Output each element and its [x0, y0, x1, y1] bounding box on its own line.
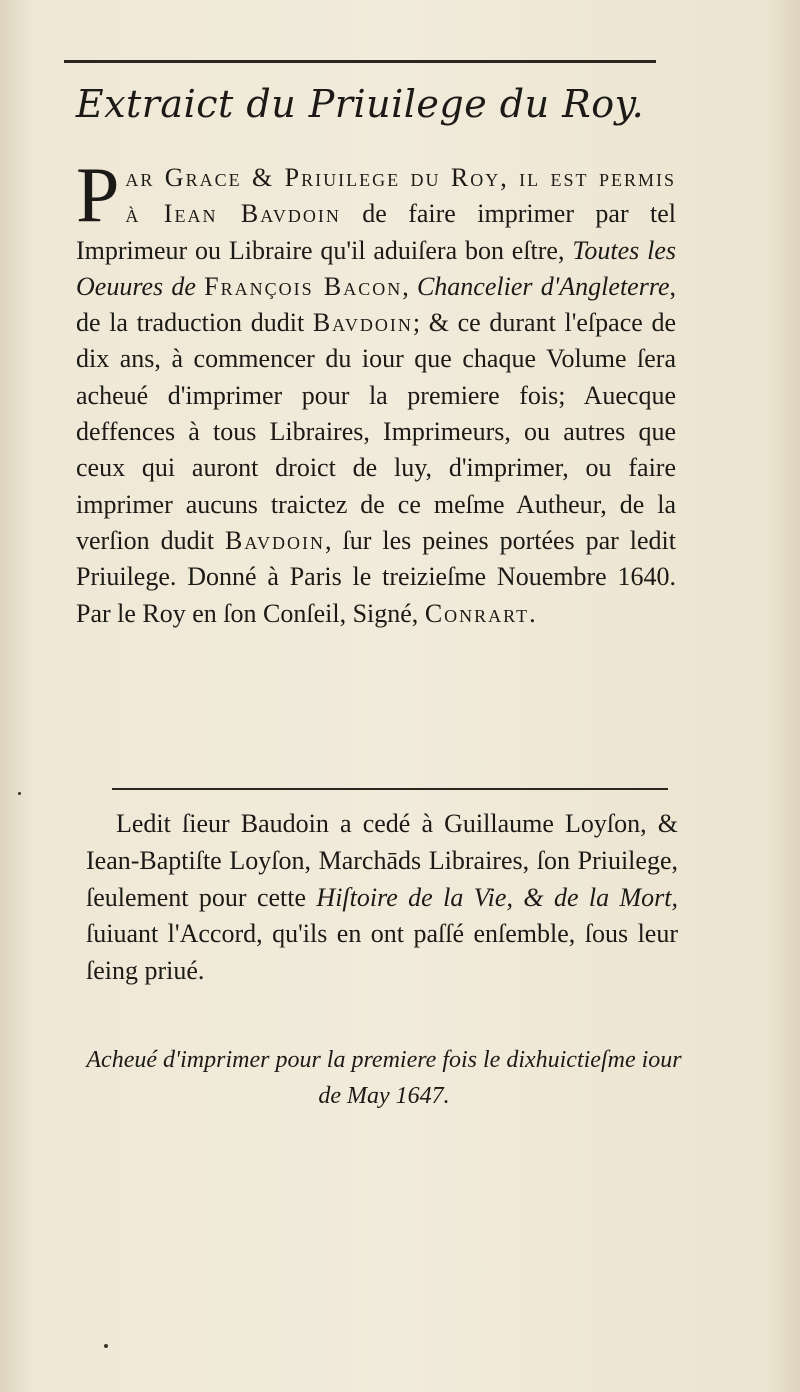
privilege-paragraph — [76, 151, 677, 632]
ink-speck — [104, 1344, 108, 1348]
privilege-text: , — [402, 271, 417, 301]
name-bacon: François Bacon — [204, 271, 403, 301]
privilege-text: , ſur les peines portées par ledit Priuilege. Donné à Paris le treizieſme Nouembre 1640. Par le Roy en ſon Conſeil, Signé, — [76, 525, 676, 628]
cession-text: ſuiuant l'Accord, qu'ils en ont paſſé enſemble, ſous leur ſeing priué. — [86, 919, 678, 986]
privilege-lead: ar Grace & Priuilege du Roy, il eſt permis à — [125, 163, 676, 229]
work-title: Toutes les Oeuures de — [76, 235, 676, 301]
cession-work-title: Hiſtoire de la Vie, & de la Mort, — [316, 882, 678, 912]
privilege-text: , de la traduction dudit — [76, 271, 677, 338]
ink-speck — [18, 792, 21, 795]
cession-text: Ledit ſieur Baudoin a cedé à Guillaume Loyſon, & Iean-Baptiſte Loyſon, Marchāds Libraires, ſon Priuilege, ſeulement pour cette — [86, 809, 678, 912]
privilege-text: ; & ce durant l'eſpace de dix ans, à commencer du iour que chaque Volume ſera acheué d'imprimer pour la premiere fois; Auecque deffences à tous Libraires, Imprimeurs, ou autres que ceux qui auront droict de luy, d'imprimer, ou faire imprimer aucuns traictez de ce meſme Autheur, de la verſion dudit — [76, 308, 676, 555]
colophon: Acheué d'imprimer pour la premiere fois le dixhuictieſme iour de May 1647. — [86, 1047, 682, 1109]
privilege-text — [196, 272, 204, 301]
drop-cap: P — [76, 151, 120, 238]
name-conrart: Conrart. — [424, 598, 538, 628]
section-rule — [112, 788, 668, 790]
name-baudoin: Bavdoin — [225, 525, 326, 555]
privilege-text: de faire imprimer par tel Imprimeur ou Libraire qu'il aduiſera bon eſtre, — [76, 199, 676, 265]
name-baudoin: Bavdoin — [312, 308, 413, 338]
cession-paragraph — [86, 806, 678, 990]
top-rule — [64, 60, 656, 63]
page-title: Extraict du Priuilege du Roy. — [75, 82, 645, 126]
name-baudoin: Iean Bavdoin — [163, 199, 341, 229]
office-title: Chancelier d'Angleterre — [416, 271, 670, 301]
